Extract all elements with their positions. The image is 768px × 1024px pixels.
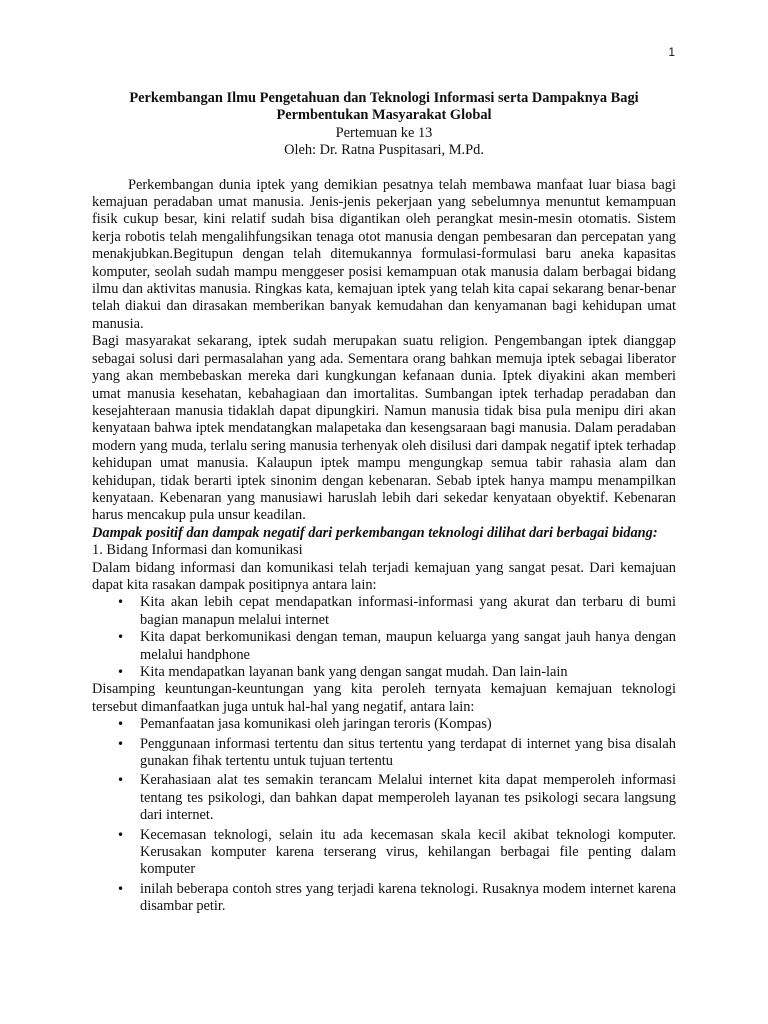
section-1-intro: Dalam bidang informasi dan komunikasi telah terjadi kemajuan yang sangat pesat. Dari kemajuan dapat kita rasakan dampak positipnya antara lain: (92, 559, 676, 593)
impact-heading: Dampak positif dan dampak negatif dari perkembangan teknologi dilihat dari berbagai bidang: (92, 524, 658, 541)
list-item: • Kerahasiaan alat tes semakin terancam Melalui internet kita dapat memperoleh informasi tentang tes psikologi, dan bahkan dapat memperoleh layanan tes psikologi secara langsung dari internet. (140, 772, 676, 824)
list-item: • Kita akan lebih cepat mendapatkan informasi-informasi yang akurat dan terbaru di bumi bagian manapun melalui internet (140, 594, 676, 629)
list-item: • inilah beberapa contoh stres yang terjadi karena teknologi. Rusaknya modem internet karena disambar petir. (140, 881, 676, 916)
positive-impact-list (92, 594, 676, 681)
list-item: • Kita mendapatkan layanan bank yang dengan sangat mudah. Dan lain-lain (140, 664, 676, 681)
document-title-line-2: Permbentukan Masyarakat Global (276, 107, 492, 124)
list-item: • Pemanfaatan jasa komunikasi oleh jaringan teroris (Kompas) (140, 716, 676, 733)
page-number: 1 (668, 45, 675, 59)
paragraph-2: Bagi masyarakat sekarang, iptek sudah merupakan suatu religion. Pengembangan iptek dianggap sebagai solusi dari permasalahan yang ada. Sementara orang bahkan memuja iptek sebagai liberator yang akan membebaskan mereka dari kungkungan kefanaan dunia. Iptek diyakini akan memberi umat manusia kesehatan, kebahagiaan dan imortalitas. Sumbangan iptek terhadap peradaban dan kesejahteraan manusia tidaklah dapat dipungkiri. Namun manusia tidak bisa pula menipu diri akan kenyataan bahwa iptek mendatangkan malapetaka dan kesengsaraan bagi manusia. Dalam peradaban modern yang muda, terlalu sering manusia terhenyak oleh disilusi dari dampak negatif iptek terhadap kehidupan umat manusia. Kalaupun iptek mampu mengungkap semua tabir rahasia alam dan kehidupan, tidak berarti iptek sinonim dengan kebenaran. Sebab iptek hanya mampu menampilkan kenyataan. Kebenaran yang manusiawi haruslah lebih dari sekedar kenyataan obyektif. Kebenaran harus mencakup pula unsur keadilan. (92, 333, 676, 524)
author-line: Oleh: Dr. Ratna Puspitasari, M.Pd. (284, 142, 484, 159)
list-item: • Kita dapat berkomunikasi dengan teman, maupun keluarga yang sangat jauh hanya dengan melalui handphone (140, 629, 676, 664)
title-block (92, 0, 676, 160)
document-title-line-1: Perkembangan Ilmu Pengetahuan dan Teknologi Informasi serta Dampaknya Bagi (129, 90, 639, 106)
document-body (92, 177, 676, 916)
paragraph-1: Perkembangan dunia iptek yang demikian pesatnya telah membawa manfaat luar biasa bagi kemajuan peradaban umat manusia. Jenis-jenis pekerjaan yang sebelumnya menuntut kemampuan fisik cukup besar, kini relatif sudah bisa digantikan oleh perangkat mesin-mesin otomatis. Sistem kerja robotis telah mengalihfungsikan tenaga otot manusia dengan pembesaran dan percepatan yang menakjubkan.Begitupun dengan telah ditemukannya formulasi-formulasi baru aneka kapasitas komputer, seolah sudah mampu menggeser posisi kemampuan otak manusia dalam berbagai bidang ilmu dan aktivitas manusia. Ringkas kata, kemajuan iptek yang telah kita capai sekarang benar-benar telah diakui dan dirasakan memberikan banyak kemudahan dan kenyamanan bagi kehidupan umat manusia. (92, 176, 676, 332)
list-item: • Kecemasan teknologi, selain itu ada kecemasan skala kecil akibat teknologi komputer. Kerusakan komputer karena terserang virus, kehilangan berbagai file penting dalam komputer (140, 827, 676, 879)
section-1-heading: 1. Bidang Informasi dan komunikasi (92, 542, 303, 559)
list-item: • Penggunaan informasi tertentu dan situs tertentu yang terdapat di internet yang bisa disalah gunakan fihak tertentu untuk tujuan tertentu (140, 736, 676, 771)
negative-intro: Disamping keuntungan-keuntungan yang kita peroleh ternyata kemajuan kemajuan teknologi tersebut dimanfaatkan juga untuk hal-hal yang negatif, antara lain: (92, 681, 676, 715)
negative-impact-list (92, 716, 676, 915)
meeting-label: Pertemuan ke 13 (335, 124, 433, 141)
